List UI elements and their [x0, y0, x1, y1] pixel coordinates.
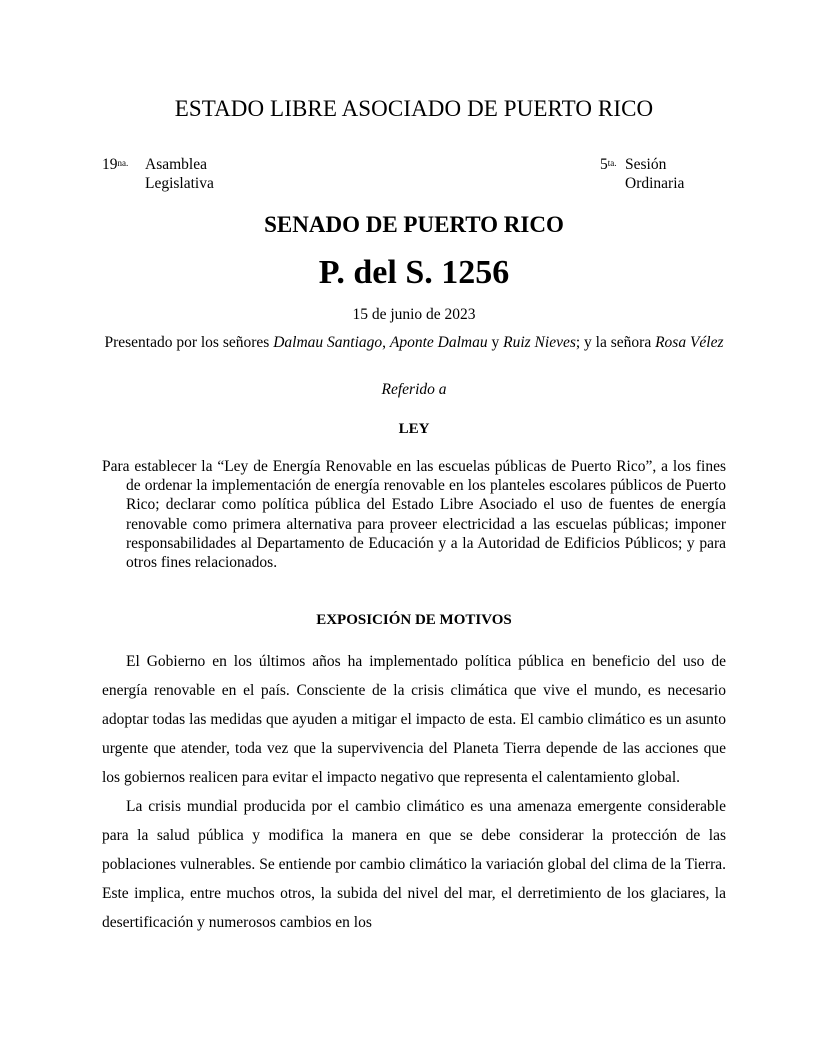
body-paragraph: El Gobierno en los últimos años ha implementado política pública en beneficio del uso de energía renovable en el país. Consciente de la crisis climática que vive el mundo, es necesario adoptar todas las medidas que ayuden a mitigar el impacto de esta. El cambio climático es un asunto urgente que atender, toda vez que la supervivencia del Planeta Tierra depende de las acciones que los gobiernos realicen para evitar el impacto negativo que representa el calentamiento global. — [102, 653, 726, 786]
session-ordinal — [600, 155, 625, 174]
assembly-designation — [102, 155, 214, 193]
assembly-line1: Asamblea — [145, 156, 207, 173]
session-suffix: ta. — [607, 158, 617, 168]
motives-title: EXPOSICIÓN DE MOTIVOS — [316, 612, 512, 628]
assembly-suffix: na. — [117, 158, 129, 168]
assembly-ordinal — [102, 155, 145, 174]
sponsor-name: Dalmau Santiago — [273, 334, 383, 351]
session-label — [625, 155, 684, 193]
session-line1: Sesión — [625, 156, 667, 173]
session-line2: Ordinaria — [625, 175, 685, 192]
sponsors — [102, 334, 726, 352]
session-number: 5 — [600, 156, 608, 173]
sponsor-separator: ; y la señora — [575, 334, 656, 351]
sponsors-prefix: Presentado por los señores — [104, 334, 274, 351]
assembly-label — [145, 155, 214, 193]
sponsor-separator: y — [487, 334, 504, 351]
state-title: ESTADO LIBRE ASOCIADO DE PUERTO RICO — [174, 96, 654, 121]
motives-body — [102, 647, 726, 937]
body-paragraph: La crisis mundial producida por el cambio climático es una amenaza emergente considerable para la salud pública y modifica la manera en que se debe considerar la protección de las poblaciones vulnerables. Se entiende por cambio climático la variación global del clima de la Tierra. Este implica, entre muchos otros, la subida del nivel del mar, el derretimiento de los glaciares, la desertificación y numerosos cambios en los — [102, 798, 726, 931]
bill-date: 15 de junio de 2023 — [352, 306, 476, 323]
sponsor-name: Ruiz Nieves — [503, 334, 576, 351]
referred-to: Referido a — [381, 381, 447, 398]
purpose-paragraph: Para establecer la “Ley de Energía Renovable en las escuelas públicas de Puerto Rico”, a los fines de ordenar la implementación de energía renovable en los planteles escolares públicos de Puerto Rico; declarar como política pública del Estado Libre Asociado el uso de fuentes de energía renovable como primera alternativa para proveer electricidad a las escuelas públicas; imponer responsabilidades al Departamento de Educación y a la Autoridad de Edificios Públicos; y para otros fines relacionados. — [102, 458, 726, 572]
law-label: LEY — [398, 421, 430, 437]
assembly-number: 19 — [102, 156, 118, 173]
sponsor-separator: , — [382, 334, 390, 351]
sponsor-name: Rosa Vélez — [655, 334, 724, 351]
sponsor-name: Aponte Dalmau — [389, 334, 488, 351]
session-designation — [600, 155, 684, 193]
assembly-line2: Legislativa — [145, 175, 214, 192]
bill-number: P. del S. 1256 — [318, 254, 510, 291]
chamber-title: SENADO DE PUERTO RICO — [264, 212, 564, 237]
